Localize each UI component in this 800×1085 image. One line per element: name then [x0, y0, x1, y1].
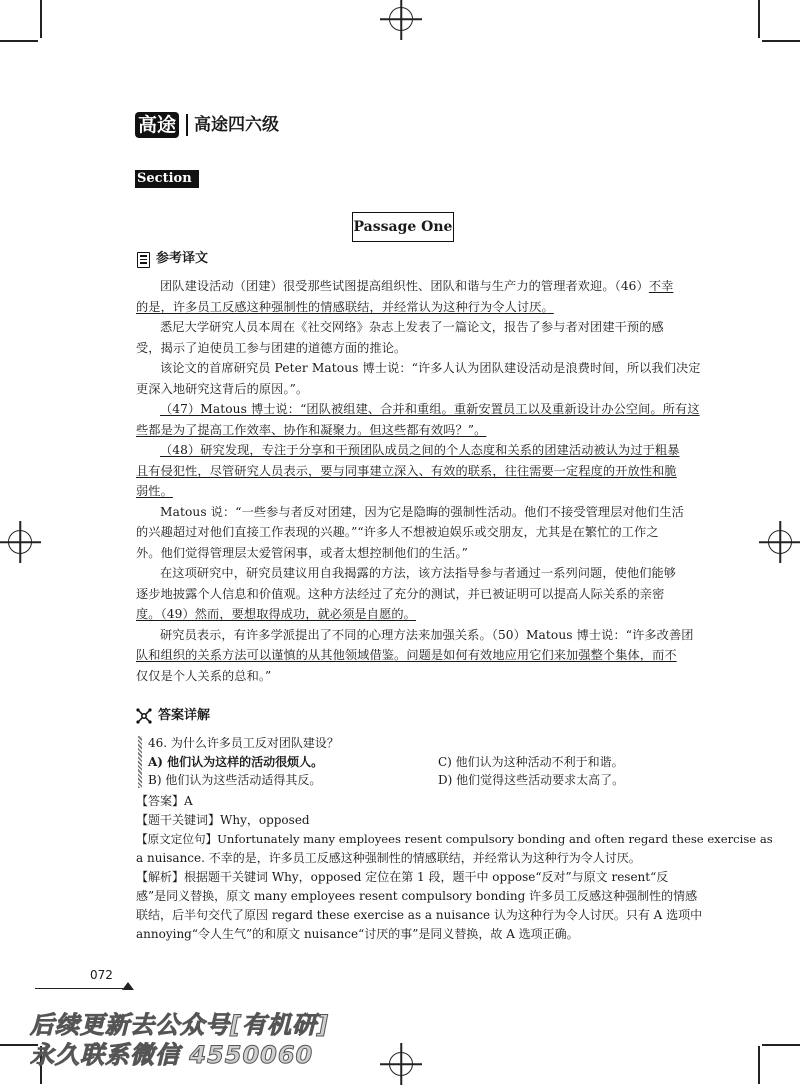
option-d: D) 他们觉得这些活动要求太高了。: [438, 773, 625, 787]
option-c: C) 他们认为这种活动不利于和谐。: [438, 755, 624, 769]
analysis-line: 【解析】根据题干关键词 Why，opposed 定位在第 1 段，题干中 oppose“反对”与原文 resent“反: [136, 870, 669, 884]
translation-heading: 参考译文: [156, 251, 209, 266]
crop-mark: [0, 40, 38, 42]
page-number: 072: [90, 968, 113, 982]
source-line: a nuisance. 不幸的是，许多员工反感这种强制性的情感联结，并经常认为这种行为令人讨厌。: [136, 851, 641, 865]
answer-line: 【答案】A: [136, 794, 193, 808]
section-label: Section C: [135, 170, 199, 188]
analysis-line: annoying“令人生气”的和原文 nuisance“讨厌的事”是同义替换，故 A 选项正确。: [136, 927, 579, 941]
crop-mark: [40, 0, 42, 38]
watermark-line: 永久联系微信 4550060: [30, 1041, 314, 1069]
answer-explanation: [136, 792, 773, 944]
text-line: 的兴趣超过对他们直接工作表现的兴趣。”“许多人不想被迫娱乐或交朋友，尤其是在繁忙的工作之: [136, 525, 659, 539]
text-line: 弱性。: [136, 484, 173, 498]
header-title: 高途四六级: [194, 115, 279, 135]
text-line: 受，揭示了迫使员工参与团建的道德方面的推论。: [136, 340, 407, 355]
text-line: 研究员表示，有许多学派提出了不同的心理方法来加强关系。（50）Matous 博士说：“许多改善团: [160, 627, 694, 642]
text-line: 的是，许多员工反感这种强制性的情感联结，并经常认为这种行为令人讨厌。: [136, 299, 554, 314]
crop-mark: [762, 40, 800, 42]
page-marker-icon: [122, 982, 134, 990]
text-line: （47）Matous 博士说：“团队被组建、合并和重组。重新安置员工以及重新设计办公空间。所有这: [160, 402, 700, 416]
text-line: Matous 说：“一些参与者反对团建，因为它是隐晦的强制性活动。他们不接受管理层对他们生活: [160, 504, 684, 519]
analysis-line: 感”是同义替换，原文 many employees resent compulsory bonding 许多员工反感这种强制性的情感: [136, 889, 698, 903]
crop-mark: [758, 1046, 760, 1084]
watermark-line: 后续更新去公众号[有机研]: [30, 1011, 329, 1039]
source-line: 【原文定位句】Unfortunately many employees resent compulsory bonding and often regard these exercise as: [136, 832, 773, 846]
text-line: 团队建设活动（团建）很受那些试图提高组织性、团队和谐与生产力的管理者欢迎。（46）不幸: [160, 279, 674, 293]
keyword-line: 【题干关键词】Why，opposed: [136, 813, 310, 827]
analysis-line: 联结，后半句交代了原因 regard these exercise as a nuisance 认为这种行为令人讨厌。只有 A 选项中: [136, 908, 703, 922]
question-stem: 46. 为什么许多员工反对团队建设？: [148, 736, 339, 750]
passage-title: Passage One: [352, 212, 454, 242]
brand-logo: 高途: [135, 112, 179, 138]
molecule-icon: [136, 708, 152, 724]
registration-mark: [768, 530, 792, 554]
page-rule: [35, 988, 123, 989]
crop-mark: [762, 1044, 800, 1046]
text-line: 逐步地披露个人信息和价值观。这种方法经过了充分的测试，并已被证明可以提高人际关系的亲密: [136, 586, 665, 601]
question-marker: [138, 736, 142, 788]
document-icon: [137, 252, 150, 268]
text-line: 更深入地研究这背后的原因。”。: [136, 381, 309, 396]
text-line: 该论文的首席研究员 Peter Matous 博士说：“许多人认为团队建设活动是浪费时间，所以我们决定: [160, 361, 701, 375]
text-line: 些都是为了提高工作效率、协作和凝聚力。但这些都有效吗？”。: [136, 422, 487, 437]
registration-mark: [8, 530, 32, 554]
translation-text: [136, 276, 701, 686]
text-line: 仅仅是个人关系的总和。”: [136, 668, 272, 683]
text-line: 且有侵犯性，尽管研究人员表示，要与同事建立深入、有效的联系，往往需要一定程度的开放性和脆: [136, 463, 677, 478]
registration-mark: [389, 1052, 413, 1076]
option-a: A) 他们认为这样的活动很烦人。: [148, 755, 324, 769]
crop-mark: [758, 0, 760, 38]
answer-heading: 答案详解: [158, 708, 211, 723]
option-b: B) 他们认为这些活动适得其反。: [148, 773, 322, 787]
text-line: 悉尼大学研究人员本周在《社交网络》杂志上发表了一篇论文，报告了参与者对团建干预的感: [160, 320, 664, 334]
logo-divider: [186, 114, 188, 136]
text-line: （48）研究发现，专注于分享和干预团队成员之间的个人态度和关系的团建活动被认为过于粗暴: [160, 443, 680, 457]
text-line: 外。他们觉得管理层太爱管闲事，或者太想控制他们的生活。”: [136, 545, 468, 560]
registration-mark: [389, 7, 413, 31]
text-line: 队和组织的关系方法可以谨慎的从其他领域借鉴。问题是如何有效地应用它们来加强整个集体，而不: [136, 648, 677, 662]
text-line: 度。（49）然而，要想取得成功，就必须是自愿的。: [136, 607, 416, 621]
text-line: 在这项研究中，研究员建议用自我揭露的方法，该方法指导参与者通过一系列问题，使他们能够: [160, 566, 677, 580]
